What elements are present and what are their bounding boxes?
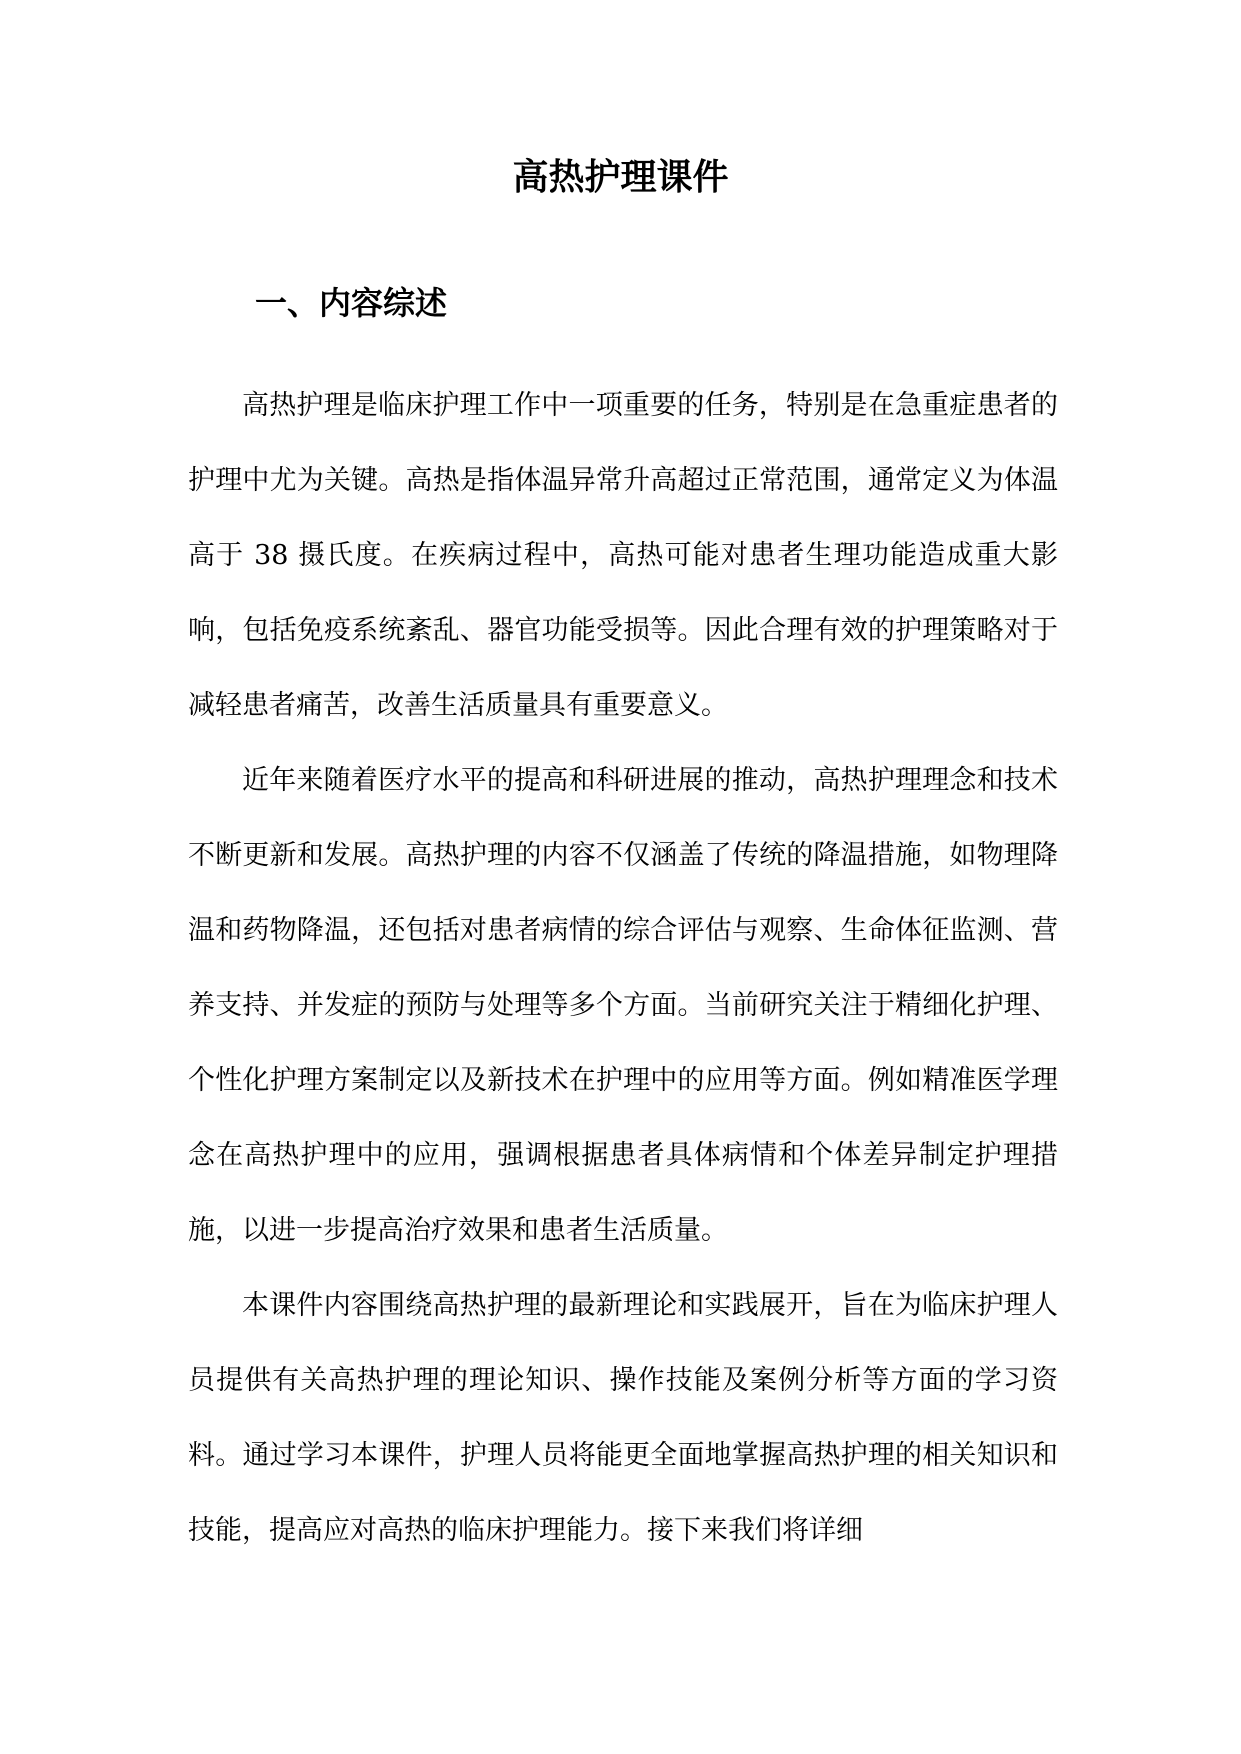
section-heading: 一、内容综述	[255, 284, 448, 322]
body-text	[188, 368, 1058, 1568]
paragraph-3: 本课件内容围绕高热护理的最新理论和实践展开，旨在为临床护理人员提供有关高热护理的理论知识、操作技能及案例分析等方面的学习资料。通过学习本课件，护理人员将能更全面地掌握高热护理的相关知识和技能，提高应对高热的临床护理能力。接下来我们将详细	[188, 1290, 1058, 1546]
paragraph-1: 高热护理是临床护理工作中一项重要的任务，特别是在急重症患者的护理中尤为关键。高热是指体温异常升高超过正常范围，通常定义为体温高于 38 摄氏度。在疾病过程中，高热可能对患者生理功能造成重大影响，包括免疫系统紊乱、器官功能受损等。因此合理有效的护理策略对于减轻患者痛苦，改善生活质量具有重要意义。	[188, 390, 1058, 721]
paragraph-2: 近年来随着医疗水平的提高和科研进展的推动，高热护理理念和技术不断更新和发展。高热护理的内容不仅涵盖了传统的降温措施，如物理降温和药物降温，还包括对患者病情的综合评估与观察、生命体征监测、营养支持、并发症的预防与处理等多个方面。当前研究关注于精细化护理、个性化护理方案制定以及新技术在护理中的应用等方面。例如精准医学理念在高热护理中的应用，强调根据患者具体病情和个体差异制定护理措施，以进一步提高治疗效果和患者生活质量。	[188, 765, 1058, 1246]
document-title: 高热护理课件	[512, 156, 729, 198]
